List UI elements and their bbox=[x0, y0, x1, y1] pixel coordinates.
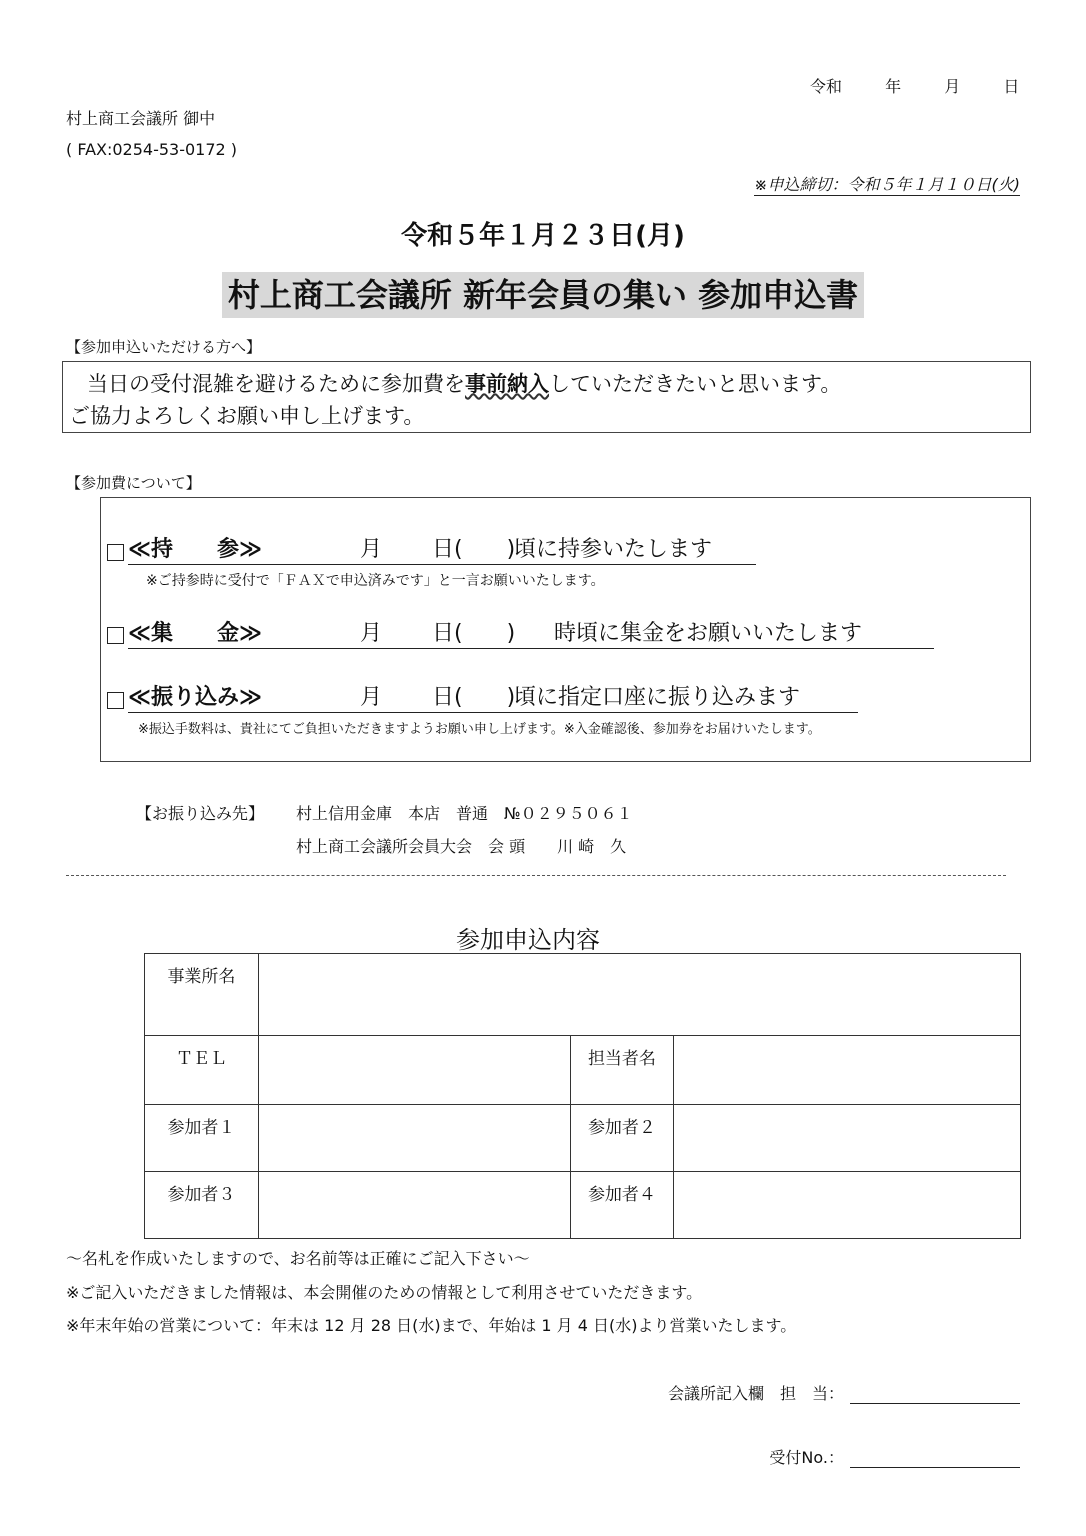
bank-holder: 村上商工会議所会員大会 会 頭 川 崎 久 bbox=[296, 837, 627, 856]
recipient: 村上商工会議所 御中 bbox=[66, 109, 216, 128]
business-name-label: 事業所名 bbox=[145, 954, 259, 1036]
business-name-input[interactable] bbox=[258, 954, 1020, 1036]
participant-2-label: 参加者２ bbox=[570, 1105, 674, 1172]
notice-emphasis: 事前納入 bbox=[465, 372, 549, 396]
bank-label: 【お振り込み先】 bbox=[136, 804, 265, 823]
participant-1-label: 参加者１ bbox=[145, 1105, 259, 1172]
receipt-row bbox=[769, 1445, 1020, 1468]
submission-date bbox=[810, 74, 1019, 97]
office-use-label: 会議所記入欄 担 当： bbox=[667, 1384, 844, 1403]
notice-box bbox=[62, 361, 1031, 433]
option-transfer bbox=[128, 684, 858, 713]
application-form bbox=[144, 953, 1021, 1239]
participant-3-label: 参加者３ bbox=[145, 1172, 259, 1239]
fee-heading: 【参加費について】 bbox=[66, 474, 201, 492]
notice-text-a: 当日の受付混雑を避けるために参加費を bbox=[87, 372, 465, 396]
staff-signature-line[interactable] bbox=[850, 1385, 1020, 1404]
option-collect-desc: 時頃に集金をお願いいたします bbox=[554, 621, 863, 646]
participant-4-label: 参加者４ bbox=[570, 1172, 674, 1239]
date-year: 年 bbox=[885, 77, 902, 96]
notice-line-2: ご協力よろしくお願い申し上げます。 bbox=[69, 404, 425, 428]
page-title-text: 村上商工会議所 新年会員の集い 参加申込書 bbox=[222, 272, 864, 318]
footer-note-3: ※年末年始の営業について：年末は 12 月 28 日(水)まで、年始は 1 月 4 日(水)より営業いたします。 bbox=[66, 1316, 797, 1335]
option-transfer-day: 日( ) bbox=[432, 685, 516, 710]
cut-line bbox=[66, 875, 1006, 876]
option-collect-month: 月 bbox=[360, 621, 383, 646]
option-collect-name: ≪集 金≫ bbox=[128, 621, 263, 646]
option-bring-month: 月 bbox=[360, 537, 383, 562]
option-transfer-checkbox[interactable] bbox=[107, 692, 124, 709]
contact-label: 担当者名 bbox=[570, 1036, 674, 1105]
fax-number: ( FAX:0254-53-0172 ) bbox=[66, 140, 238, 159]
office-use-row bbox=[668, 1381, 1020, 1404]
participant-4-input[interactable] bbox=[674, 1172, 1021, 1239]
option-bring-note: ※ご持参時に受付で「ＦＡＸで申込済みです」と一言お願いいたします。 bbox=[146, 573, 605, 589]
form-heading: 参加申込内容 bbox=[456, 926, 600, 954]
option-collect-day: 日( ) bbox=[432, 621, 516, 646]
notice-heading: 【参加申込いただける方へ】 bbox=[66, 338, 262, 356]
option-transfer-note: ※振込手数料は、貴社にてご負担いただきますようお願い申し上げます。※入金確認後、参加券をお届けいたします。 bbox=[138, 722, 821, 737]
option-transfer-desc: 頃に指定口座に振り込みます bbox=[514, 685, 801, 710]
option-transfer-month: 月 bbox=[360, 685, 383, 710]
date-month: 月 bbox=[944, 77, 961, 96]
deadline-note: ※申込締切：令和５年１月１０日(火) bbox=[754, 172, 1020, 196]
participant-2-input[interactable] bbox=[674, 1105, 1021, 1172]
date-era: 令和 bbox=[810, 77, 843, 96]
option-collect bbox=[128, 620, 934, 649]
option-bring bbox=[128, 536, 756, 565]
option-bring-day: 日( ) bbox=[432, 537, 516, 562]
option-bring-checkbox[interactable] bbox=[107, 544, 124, 561]
page-title bbox=[0, 272, 1086, 318]
event-date: 令和５年１月２３日(月) bbox=[401, 221, 685, 251]
participant-3-input[interactable] bbox=[258, 1172, 570, 1239]
option-bring-desc: 頃に持参いたします bbox=[514, 537, 713, 562]
date-day: 日 bbox=[1003, 77, 1020, 96]
option-transfer-name: ≪振り込み≫ bbox=[128, 685, 263, 710]
notice-line-1 bbox=[87, 368, 841, 398]
bank-account: 村上信用金庫 本店 普通 №０２９５０６１ bbox=[296, 804, 633, 823]
option-collect-checkbox[interactable] bbox=[107, 627, 124, 644]
footer-note-2: ※ご記入いただきました情報は、本会開催のための情報として利用させていただきます。 bbox=[66, 1283, 703, 1302]
option-bring-name: ≪持 参≫ bbox=[128, 537, 263, 562]
tel-label: ＴＥＬ bbox=[145, 1036, 259, 1105]
contact-input[interactable] bbox=[674, 1036, 1021, 1105]
tel-input[interactable] bbox=[258, 1036, 570, 1105]
receipt-number-line[interactable] bbox=[850, 1449, 1020, 1468]
receipt-label: 受付No.： bbox=[769, 1448, 844, 1467]
footer-note-1: ～名札を作成いたしますので、お名前等は正確にご記入下さい～ bbox=[66, 1249, 530, 1268]
participant-1-input[interactable] bbox=[258, 1105, 570, 1172]
notice-text-c: していただきたいと思います。 bbox=[549, 372, 842, 396]
